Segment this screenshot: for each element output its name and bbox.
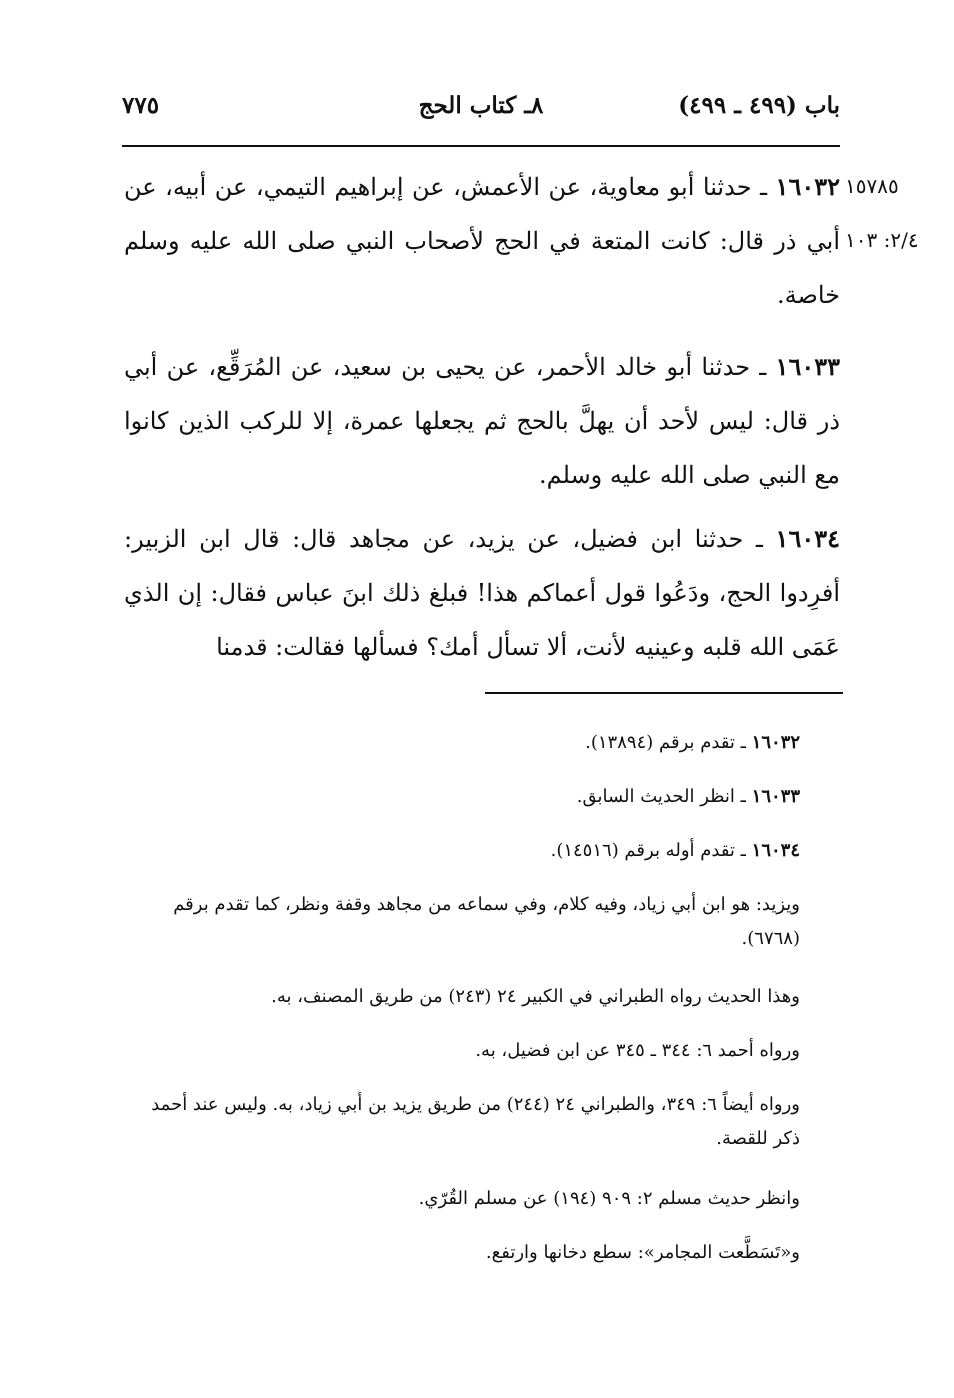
footnote-text: ـ انظر الحديث السابق.: [576, 786, 752, 807]
hadith-text: ـ حدثنا أبو معاوية، عن الأعمش، عن إبراهيم التيمي، عن أبيه، عن أبي ذر قال: كانت المتعة في الحج لأصحاب النبي صلى الله عليه وسلم خاصة.: [124, 173, 840, 309]
margin-reference: ٢/٤: ١٠٣: [845, 228, 919, 252]
book-title: ٨ـ كتاب الحج: [418, 92, 544, 119]
hadith-text: ـ حدثنا أبو خالد الأحمر، عن يحيى بن سعيد، عن المُرَقِّع، عن أبي ذر قال: ليس لأحد أن يهلَّ بالحج ثم يجعلها عمرة، إلا للركب الذين كانوا مع النبي صلى الله عليه وسلم.: [124, 353, 841, 489]
footnote-text: ويزيد: هو ابن أبي زياد، وفيه كلام، وفي سماعه من مجاهد وقفة ونظر، كما تقدم برقم (٦٧٦٨).: [173, 894, 800, 949]
footnote: [130, 980, 840, 1014]
margin-reference: ١٥٧٨٥: [845, 174, 899, 198]
footnote: [130, 780, 840, 814]
footnote: [130, 834, 840, 868]
footnote-text: ـ تقدم برقم (١٣٨٩٤).: [585, 732, 752, 753]
footnote-text: ـ تقدم أوله برقم (١٤٥١٦).: [550, 840, 752, 861]
footnote: [130, 726, 840, 760]
footnote-text: ورواه أيضاً ٦: ٣٤٩، والطبراني ٢٤ (٢٤٤) من طريق يزيد بن أبي زياد، به. وليس عند أحمد ذكر للقصة.: [151, 1094, 800, 1149]
footnote: [130, 1236, 840, 1270]
hadith-text: ـ حدثنا ابن فضيل، عن يزيد، عن مجاهد قال: قال ابن الزبير: أفرِدوا الحج، ودَعُوا قول أعماكم هذا! فبلغ ذلك ابنَ عباس فقال: إن الذي عَمَى الله قلبه وعينيه لأنت، ألا تسأل أمك؟ فسألها فقالت: قدمنا: [124, 525, 840, 661]
hadith-number: ١٦٠٣٤: [775, 524, 840, 553]
footnote: [130, 1182, 840, 1216]
footnote: [130, 1088, 840, 1156]
footnote-number: ١٦٠٣٣: [751, 786, 800, 807]
footnote: [130, 1034, 840, 1068]
page-header: [122, 92, 840, 132]
page-number: ٧٧٥: [122, 92, 160, 119]
footnote-text: وانظر حديث مسلم ٢: ٩٠٩ (١٩٤) عن مسلم القُرّي.: [418, 1188, 800, 1209]
footnote-number: ١٦٠٣٢: [751, 732, 800, 753]
footnote-text: ورواه أحمد ٦: ٣٤٤ ـ ٣٤٥ عن ابن فضيل، به.: [475, 1040, 800, 1061]
hadith-number: ١٦٠٣٣: [775, 352, 840, 381]
hadith-number: ١٦٠٣٢: [775, 172, 840, 201]
header-rule: [122, 145, 840, 147]
footnote: [130, 888, 840, 956]
hadith-paragraph: [124, 340, 840, 502]
footnote-text: و«تَسَطَّعت المجامر»: سطع دخانها وارتفع.: [485, 1242, 800, 1263]
footnote-number: ١٦٠٣٤: [751, 840, 800, 861]
hadith-paragraph: [124, 512, 840, 674]
footnote-text: وهذا الحديث رواه الطبراني في الكبير ٢٤ (٢٤٣) من طريق المصنف، به.: [271, 986, 800, 1007]
hadith-paragraph: [124, 160, 840, 322]
footnote-separator: [485, 692, 843, 694]
chapter-heading: باب (٤٩٩ ـ ٤٩٩): [678, 92, 840, 119]
